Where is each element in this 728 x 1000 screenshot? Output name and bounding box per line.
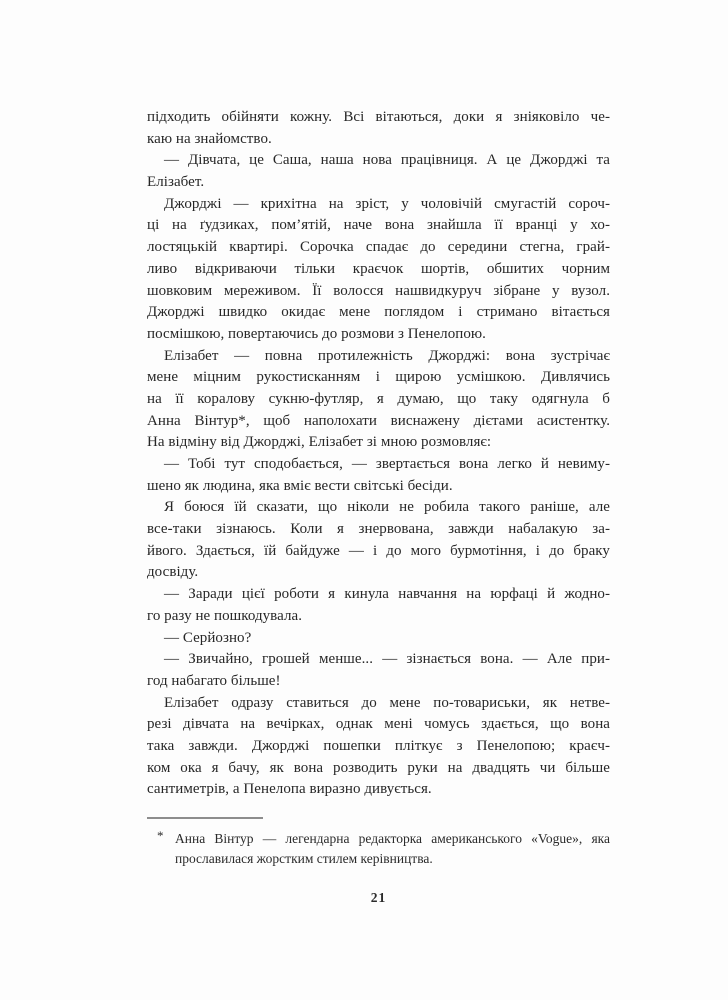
text-line: Джорджі — крихітна на зріст, у чоловічій смугастій сороч- (164, 195, 610, 212)
text-line: шено як людина, яка вміє вести світські бесіди. (147, 477, 453, 494)
text-line: — Серйозно? (164, 629, 252, 646)
text-line: посмішкою, повертаючись до розмови з Пенелопою. (147, 325, 486, 342)
text-line: резі дівчата на вечірках, однак мені чомусь здається, що вона (147, 716, 610, 733)
footnote-divider (147, 817, 263, 819)
text-line: йвого. Здається, їй байдуже — і до мого бурмотіння, і до браку (147, 542, 610, 559)
text-line: шовковим мереживом. Її волосся нашвидкуруч зібране у вузол. (147, 282, 610, 299)
text-line: ливо відкриваючи тільки краєчок шортів, обшитих чорним (147, 260, 610, 277)
text-line: — Дівчата, це Саша, наша нова працівниця. А це Джорджі та (164, 152, 610, 169)
body-text (147, 107, 610, 801)
page-number: 21 (370, 890, 387, 905)
text-line: Елізабет. (147, 174, 205, 191)
text-line: го разу не пошкодувала. (147, 607, 303, 624)
text-line: На відміну від Джорджі, Елізабет зі мною розмовляє: (147, 434, 492, 451)
footnote-line: Анна Вінтур — легендарна редакторка американського «Vogue», яка (175, 831, 610, 846)
text-line: мене міцним рукостисканням і щирою усмішкою. Дивлячись (147, 369, 610, 386)
text-line: все-таки зізнаюсь. Коли я знервована, завжди набалакую за- (147, 521, 610, 538)
text-line: підходить обійняти кожну. Всі вітаються, доки я зніяковіло че- (147, 109, 610, 125)
footnote-line: прославилася жорстким стилем керівництва. (175, 850, 433, 866)
text-line: каю на знайомство. (147, 130, 272, 147)
text-line: Анна Вінтур*, щоб наполохати виснажену дієтами асистентку. (147, 412, 610, 429)
text-line: на її коралову сукню-футляр, я думаю, що таку одягнула б (147, 390, 610, 407)
text-line: Джорджі швидко окидає мене поглядом і стримано вітається (147, 304, 610, 321)
text-line: лостяцькій квартирі. Сорочка спадає до середини стегна, грай- (147, 239, 610, 256)
text-line: Елізабет — повна протилежність Джорджі: вона зустрічає (164, 347, 610, 364)
text-line: сантиметрів, а Пенелопа виразно дивується. (147, 781, 432, 798)
text-line: — Заради цієї роботи я кинула навчання на юрфаці й жодно- (164, 586, 610, 603)
text-line: — Звичайно, грошей менше... — зізнається вона. — Але при- (164, 651, 610, 668)
text-line: год набагато більше! (147, 672, 281, 689)
text-line: Я боюся їй сказати, що ніколи не робила такого раніше, але (164, 499, 610, 516)
text-line: Елізабет одразу ставиться до мене по-товариськи, як нетве- (164, 694, 610, 711)
footnote-marker: * (157, 828, 164, 843)
text-line: досвіду. (147, 564, 199, 581)
text-line: ком ока я бачу, як вона розводить руки на двадцять чи більше (147, 759, 610, 776)
text-line: ці на ґудзиках, пом’ятій, наче вона знайшла її вранці у хо- (147, 217, 610, 234)
text-line: — Тобі тут сподобається, — звертається вона легко й невиму- (164, 456, 610, 472)
footnote-text (175, 829, 610, 868)
footnote-row (147, 829, 610, 868)
text-line: така завжди. Джорджі пошепки пліткує з Пенелопою; краєч- (147, 737, 610, 754)
footnote (147, 817, 610, 868)
